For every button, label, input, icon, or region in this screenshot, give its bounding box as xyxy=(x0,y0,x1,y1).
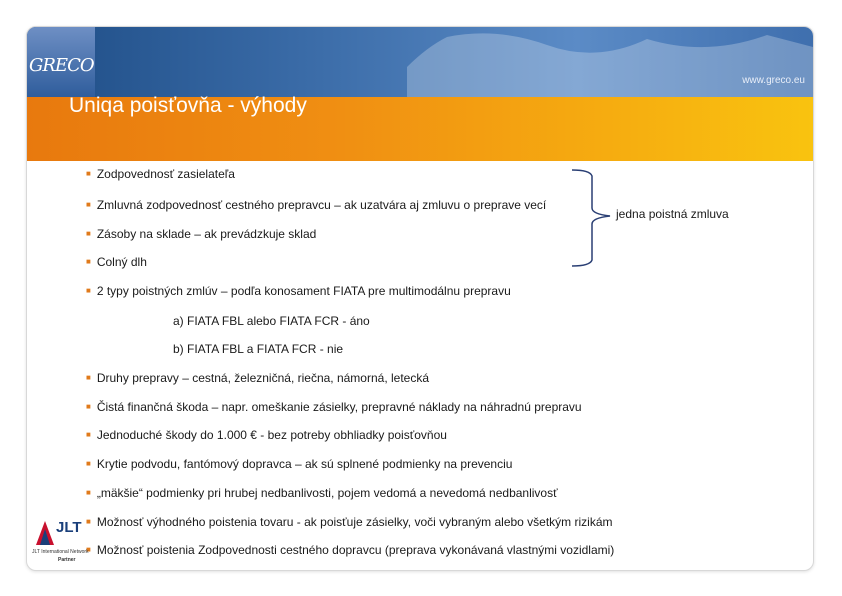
list-item: ■ Možnosť výhodného poistenia tovaru - ak poisťuje zásielky, voči vybraným alebo všetkým rizikám xyxy=(86,515,613,529)
bullet-icon: ■ xyxy=(86,545,91,554)
bullet-icon: ■ xyxy=(86,488,91,497)
bullet-icon: ■ xyxy=(86,200,91,209)
bullet-icon: ■ xyxy=(86,402,91,411)
bullet-icon: ■ xyxy=(86,373,91,382)
list-item: ■ Zmluvná zodpovednosť cestného prepravcu – ak uzatvára aj zmluvu o preprave vecí xyxy=(86,198,547,212)
bullet-icon: ■ xyxy=(86,430,91,439)
bullet-icon: ■ xyxy=(86,517,91,526)
logo-box xyxy=(27,27,95,97)
europe-map-decoration xyxy=(407,27,813,97)
list-item: ■ Čistá finančná škoda – napr. omeškanie zásielky, prepravné náklady na náhradnú prepravu xyxy=(86,400,582,414)
list-item: ■ Možnosť poistenia Zodpovednosti cestného dopravcu (preprava vykonávaná vlastnými vozidlami) xyxy=(86,543,615,557)
list-item: ■ 2 typy poistných zmlúv – podľa konosament FIATA pre multimodálnu prepravu xyxy=(86,284,511,298)
list-item: ■ Zodpovednosť zasielateľa xyxy=(86,167,235,181)
bullet-icon: ■ xyxy=(86,459,91,468)
sub-item: a) FIATA FBL alebo FIATA FCR - áno xyxy=(173,314,370,328)
partner-network: JLT International Network xyxy=(32,549,89,555)
bracket-icon xyxy=(570,168,616,268)
bullet-icon: ■ xyxy=(86,257,91,266)
greco-logo: GRECO xyxy=(29,55,94,76)
list-item: ■ Colný dlh xyxy=(86,255,147,269)
bracket-label: jedna poistná zmluva xyxy=(616,207,729,221)
sub-item: b) FIATA FBL a FIATA FCR - nie xyxy=(173,342,344,356)
bullet-icon: ■ xyxy=(86,169,91,178)
list-item: ■ Druhy prepravy – cestná, železničná, riečna, námorná, letecká xyxy=(86,371,430,385)
bullet-icon: ■ xyxy=(86,286,91,295)
jlt-logo-icon xyxy=(34,519,56,547)
partner-role: Partner xyxy=(58,557,76,563)
slide-title: Uniqa poisťovňa - výhody xyxy=(69,94,307,117)
website-url[interactable]: www.greco.eu xyxy=(742,75,805,86)
list-item: ■ Zásoby na sklade – ak prevádzkuje sklad xyxy=(86,227,317,241)
list-item: ■ Krytie podvodu, fantómový dopravca – ak sú splnené podmienky na prevenciu xyxy=(86,457,513,471)
list-item: ■ „mäkšie“ podmienky pri hrubej nedbanlivosti, pojem vedomá a nevedomá nedbanlivosť xyxy=(86,486,558,500)
partner-logo: JLT xyxy=(56,519,82,536)
bullet-icon: ■ xyxy=(86,229,91,238)
list-item: ■ Jednoduché škody do 1.000 € - bez potreby obhliadky poisťovňou xyxy=(86,428,447,442)
header-banner xyxy=(27,27,813,97)
